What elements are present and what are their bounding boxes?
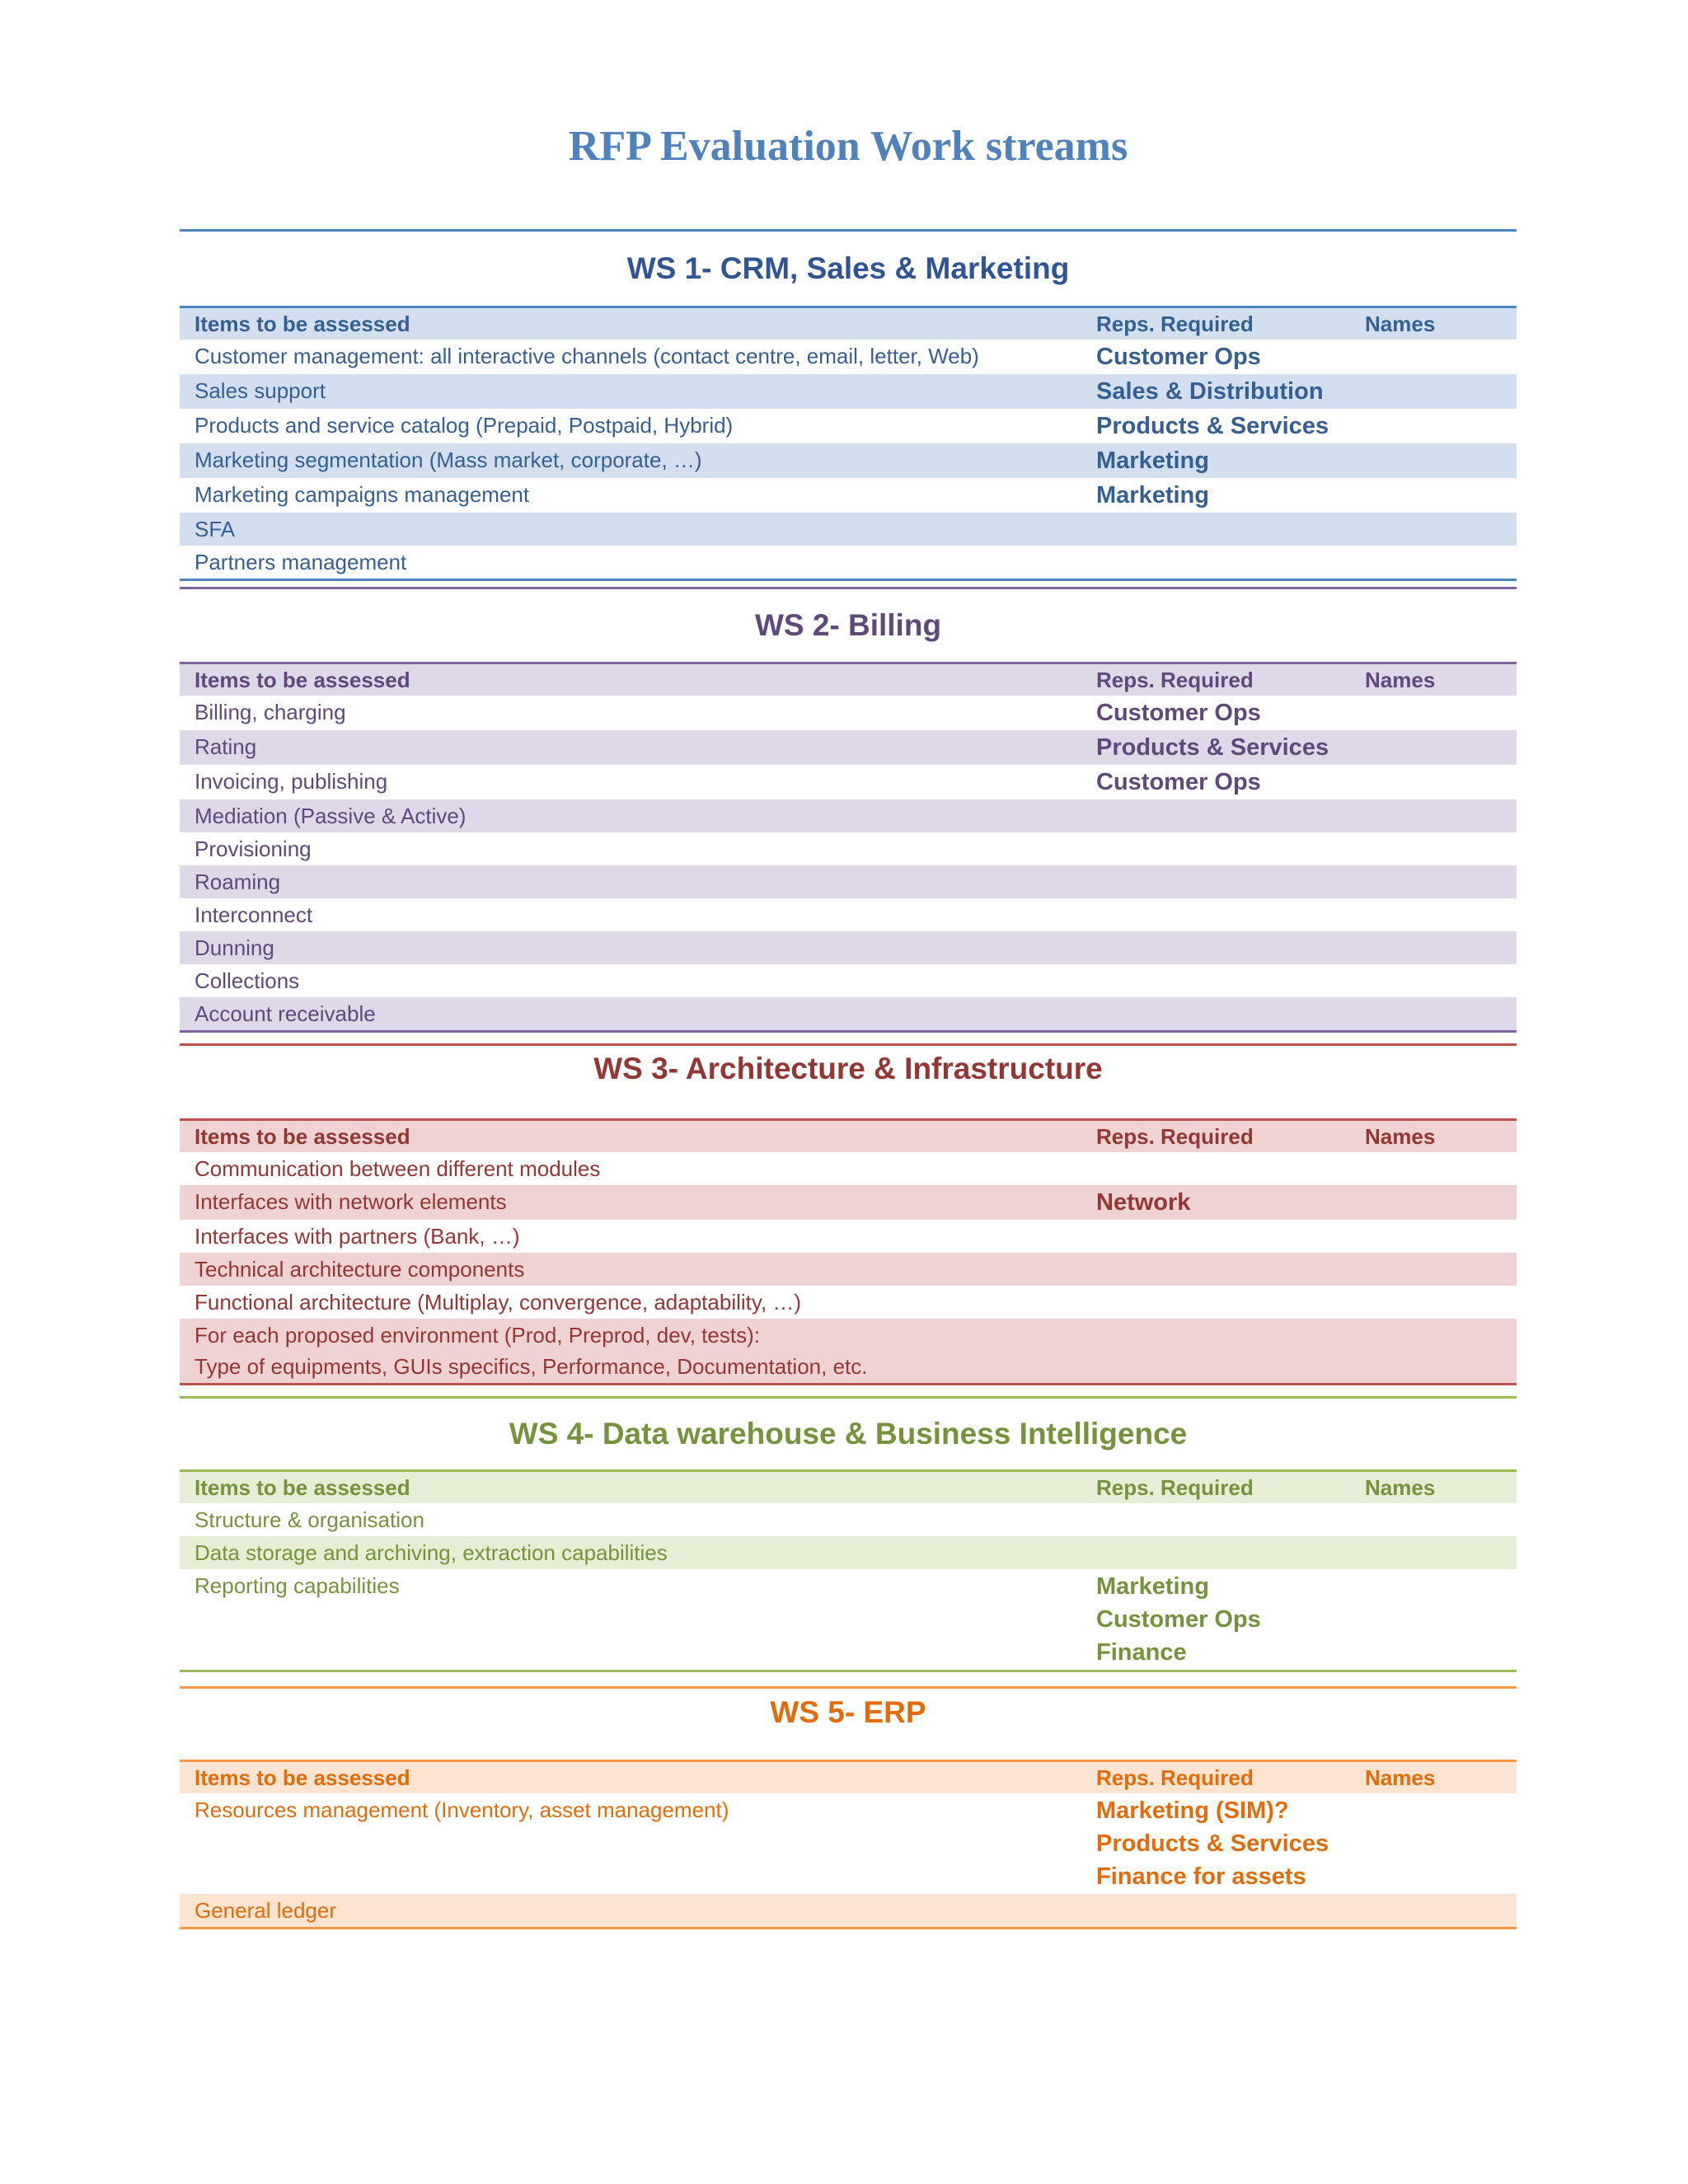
item-cell: Marketing segmentation (Mass market, corporate, …) xyxy=(195,448,702,472)
reps-cell: Customer Ops xyxy=(1096,700,1261,726)
column-header-items: Items to be assessed xyxy=(195,668,410,692)
reps-cell: Customer Ops xyxy=(1096,344,1261,370)
table-row xyxy=(180,478,1517,513)
reps-line: Customer Ops xyxy=(1096,1606,1261,1633)
table-header-row xyxy=(180,1762,1517,1793)
item-cell: Sales support xyxy=(195,378,326,403)
item-cell: Resources management (Inventory, asset management) xyxy=(195,1797,729,1822)
column-header-names: Names xyxy=(1365,312,1436,336)
table-row xyxy=(180,799,1517,832)
column-header-reps: Reps. Required xyxy=(1096,312,1254,336)
reps-cell: Sales & Distribution xyxy=(1096,378,1324,405)
column-header-reps: Reps. Required xyxy=(1096,1475,1254,1500)
table-row xyxy=(180,374,1517,409)
table-row xyxy=(180,730,1517,765)
workstream-3 xyxy=(180,1043,1517,1385)
table-header-row xyxy=(180,308,1517,340)
item-cell: Marketing campaigns management xyxy=(195,482,530,507)
item-cell xyxy=(180,1319,1096,1382)
item-cell: Invoicing, publishing xyxy=(195,769,388,794)
reps-line: Products & Services xyxy=(1096,1830,1329,1857)
table-row xyxy=(180,696,1517,730)
item-cell: Customer management: all interactive channels (contact centre, email, letter, Web) xyxy=(195,344,979,368)
item-cell: Communication between different modules xyxy=(195,1156,601,1181)
table-row xyxy=(180,1536,1517,1569)
table-row xyxy=(180,964,1517,997)
item-cell: General ledger xyxy=(195,1898,336,1923)
table-row xyxy=(180,931,1517,964)
table-row xyxy=(180,443,1517,478)
table-row xyxy=(180,865,1517,898)
column-header-names: Names xyxy=(1365,1765,1436,1790)
section-title: WS 2- Billing xyxy=(754,608,942,642)
item-cell: Reporting capabilities xyxy=(195,1573,400,1598)
section-table xyxy=(180,662,1517,1033)
reps-cell xyxy=(1096,1794,1365,1893)
table-header-row xyxy=(180,1121,1517,1152)
reps-cell: Customer Ops xyxy=(1096,769,1261,795)
table-row xyxy=(180,1220,1517,1253)
table-row xyxy=(180,832,1517,865)
reps-cell: Marketing xyxy=(1096,448,1209,474)
reps-line: Marketing xyxy=(1096,1573,1209,1600)
column-header-names: Names xyxy=(1365,1124,1436,1149)
item-cell: Rating xyxy=(195,734,257,759)
section-title: WS 1- CRM, Sales & Marketing xyxy=(626,251,1070,285)
section-title: WS 3- Architecture & Infrastructure xyxy=(593,1052,1103,1085)
section-table xyxy=(180,1118,1517,1385)
reps-cell: Products & Services xyxy=(1096,734,1329,761)
table-row xyxy=(180,546,1517,579)
table-row xyxy=(180,997,1517,1030)
column-header-names: Names xyxy=(1365,668,1436,692)
item-cell: Functional architecture (Multiplay, convergence, adaptability, …) xyxy=(195,1290,802,1315)
item-cell: Technical architecture components xyxy=(195,1257,525,1282)
table-header-row xyxy=(180,664,1517,696)
reps-cell: Products & Services xyxy=(1096,413,1329,439)
item-cell: Structure & organisation xyxy=(195,1507,424,1532)
table-row xyxy=(180,1793,1517,1894)
section-table xyxy=(180,1469,1517,1672)
item-cell: Partners management xyxy=(195,550,407,574)
section-table xyxy=(180,1760,1517,1929)
item-cell: Interconnect xyxy=(195,902,313,927)
reps-line: Finance for assets xyxy=(1096,1863,1306,1890)
column-header-items: Items to be assessed xyxy=(195,1765,410,1790)
item-cell: Account receivable xyxy=(195,1001,376,1026)
table-header-row xyxy=(180,1472,1517,1503)
reps-cell: Marketing xyxy=(1096,482,1209,509)
item-cell: SFA xyxy=(195,517,236,541)
item-cell: Dunning xyxy=(195,935,274,960)
workstream-4 xyxy=(180,1396,1517,1672)
table-row xyxy=(180,409,1517,443)
table-row xyxy=(180,1185,1517,1220)
section-table xyxy=(180,306,1517,581)
column-header-items: Items to be assessed xyxy=(195,312,410,336)
item-cell: Mediation (Passive & Active) xyxy=(195,804,467,828)
table-row xyxy=(180,1286,1517,1319)
item-cell: Billing, charging xyxy=(195,700,346,724)
item-line: For each proposed environment (Prod, Preprod, dev, tests): xyxy=(195,1323,760,1347)
section-title: WS 5- ERP xyxy=(770,1695,926,1729)
table-row xyxy=(180,1319,1517,1383)
table-row xyxy=(180,1569,1517,1670)
table-row xyxy=(180,1894,1517,1927)
column-header-reps: Reps. Required xyxy=(1096,668,1254,692)
document-title: RFP Evaluation Work streams xyxy=(568,123,1128,170)
item-cell: Collections xyxy=(195,968,300,993)
item-cell: Products and service catalog (Prepaid, Postpaid, Hybrid) xyxy=(195,413,734,438)
column-header-reps: Reps. Required xyxy=(1096,1124,1254,1149)
table-row xyxy=(180,513,1517,546)
workstream-5 xyxy=(180,1686,1517,1929)
reps-line: Finance xyxy=(1096,1639,1187,1666)
reps-line: Marketing (SIM)? xyxy=(1096,1797,1289,1824)
workstream-2 xyxy=(180,587,1517,1033)
item-cell: Provisioning xyxy=(195,837,312,861)
item-cell: Interfaces with partners (Bank, …) xyxy=(195,1224,520,1249)
reps-cell: Network xyxy=(1096,1189,1191,1216)
column-header-reps: Reps. Required xyxy=(1096,1765,1254,1790)
table-row xyxy=(180,1152,1517,1185)
table-row xyxy=(180,765,1517,799)
section-title: WS 4- Data warehouse & Business Intelligence xyxy=(509,1417,1188,1451)
reps-cell xyxy=(1096,1570,1365,1669)
column-header-items: Items to be assessed xyxy=(195,1124,410,1149)
column-header-names: Names xyxy=(1365,1475,1436,1500)
item-cell: Interfaces with network elements xyxy=(195,1189,507,1214)
column-header-items: Items to be assessed xyxy=(195,1475,410,1500)
table-row xyxy=(180,340,1517,374)
item-cell: Data storage and archiving, extraction capabilities xyxy=(195,1540,668,1565)
workstream-1 xyxy=(180,229,1517,581)
table-row xyxy=(180,1253,1517,1286)
table-row xyxy=(180,1503,1517,1536)
item-line: Type of equipments, GUIs specifics, Performance, Documentation, etc. xyxy=(195,1354,868,1379)
table-row xyxy=(180,898,1517,931)
item-cell: Roaming xyxy=(195,869,281,894)
